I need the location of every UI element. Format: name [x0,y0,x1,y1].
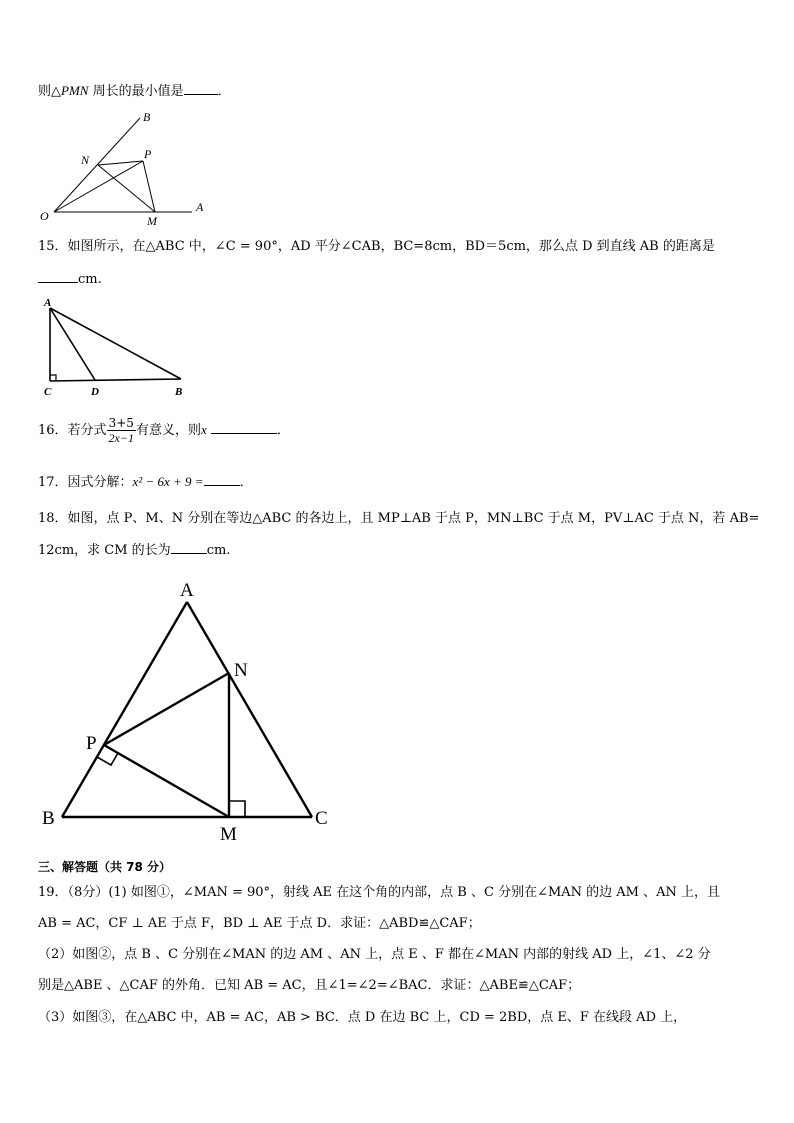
q18-unit: cm. [206,543,231,558]
q14-label-o: O [40,209,49,223]
q18-label-a: A [180,580,194,601]
q18-line2 [38,541,230,560]
q18-figure [36,574,346,850]
q15-label-a: A [44,297,52,309]
q16-text [38,412,290,449]
q14-answer-blank[interactable] [184,82,218,95]
q14-label-a: A [196,200,204,214]
q19-line2: AB = AC，CF ⊥ AE 于点 F，BD ⊥ AE 于点 D．求证：△ABD≌△CAF； [38,916,481,931]
q18-segment-pm [104,745,229,817]
q15-side-ab [50,308,181,379]
q15-right-angle-mark [50,375,56,381]
q19-line4: 别是△ABE 、△CAF 的外角．已知 AB = AC，且∠1=∠2=∠BAC．求证：△ABE≌△CAF； [38,978,581,993]
q19-line5: （3）如图③，在△ABC 中，AB = AC，AB > BC．点 D 在边 BC 上，CD = 2BD，点 E、F 在线段 AD 上， [38,1010,687,1025]
q14-pmn: PMN [61,83,89,98]
q15-line2 [38,270,102,289]
q18-line1: 18．如图，点 P、M、N 分别在等边△ABC 的各边上，且 MP⊥AB 于点 P，MN⊥BC 于点 M，PV⊥AC 于点 N，若 AB= [38,511,760,526]
q15-line1: 15．如图所示，在△ABC 中，∠C = 90°，AD 平分∠CAB，BC=8cm，BD＝5cm，那么点 D 到直线 AB 的距离是 [38,239,715,254]
q14-figure [36,108,216,228]
q14-triangle-symbol: △ [51,84,62,99]
q15-label-d: D [91,386,99,398]
q14-label-b: B [143,110,151,124]
q18-label-m: M [220,824,237,845]
q15-segment-ad [50,308,95,380]
q18-right-angle-mark-m [229,801,245,817]
q18-line2-text: 12cm，求 CM 的长为 [38,543,171,558]
q16-prefix: 16．若分式 [38,423,107,438]
q14-label-p: P [144,147,152,161]
q14-label-n: N [81,153,90,167]
q16-fraction [107,416,136,445]
q15-side-cb [50,379,181,381]
q19-line1: 19．（8分）(1) 如图①，∠MAN = 90°，射线 AE 在这个角的内部，点 B 、C 分别在∠MAN 的边 AM 、AN 上，且 [38,885,721,900]
q17-text [38,473,253,492]
q17-answer-blank[interactable] [204,473,240,486]
q18-right-angle-mark-p [97,753,118,765]
q16-variable: x [201,422,207,437]
q14-segment-pm [143,161,155,212]
q18-label-b: B [42,808,55,829]
q19-line3: （2）如图②，点 B 、C 分别在∠MAN 的边 AM 、AN 上，点 E 、F 都在∠MAN 内部的射线 AD 上，∠1、∠2 分 [38,947,711,962]
q14-suffix: 周长的最小值是 [92,84,184,99]
q14-prefix: 则 [38,84,52,99]
q15-unit: cm. [78,272,102,287]
q18-side-ab [62,602,187,817]
q14-label-m: M [147,214,157,228]
q17-end: ． [239,475,253,490]
q17-expression: x² − 6x + 9 = [132,474,204,489]
q18-answer-blank[interactable] [171,541,207,554]
q16-end: ． [276,423,290,438]
q18-label-c: C [315,808,328,829]
q18-label-p: P [86,733,97,754]
q16-denominator: 2x−1 [108,431,134,445]
q14-end: ． [217,84,231,99]
section-title: 三、解答题（共 78 分） [38,860,172,874]
q18-segment-pn [104,673,229,745]
q18-side-ac [187,602,312,817]
q14-segment-nm [98,165,155,212]
q18-label-n: N [234,660,248,681]
q17-prefix: 17．因式分解： [38,475,133,490]
q16-numerator: 3+5 [107,416,136,431]
q15-answer-blank[interactable] [38,270,78,283]
q16-middle: 有意义，则 [135,423,201,438]
q14-segment-op [54,161,143,212]
q14-ray-ob [54,118,140,212]
q14-text [38,82,231,101]
q16-answer-blank[interactable] [211,421,277,434]
q15-figure [36,296,206,400]
q15-label-c: C [44,386,52,398]
q15-label-b: B [175,386,183,398]
